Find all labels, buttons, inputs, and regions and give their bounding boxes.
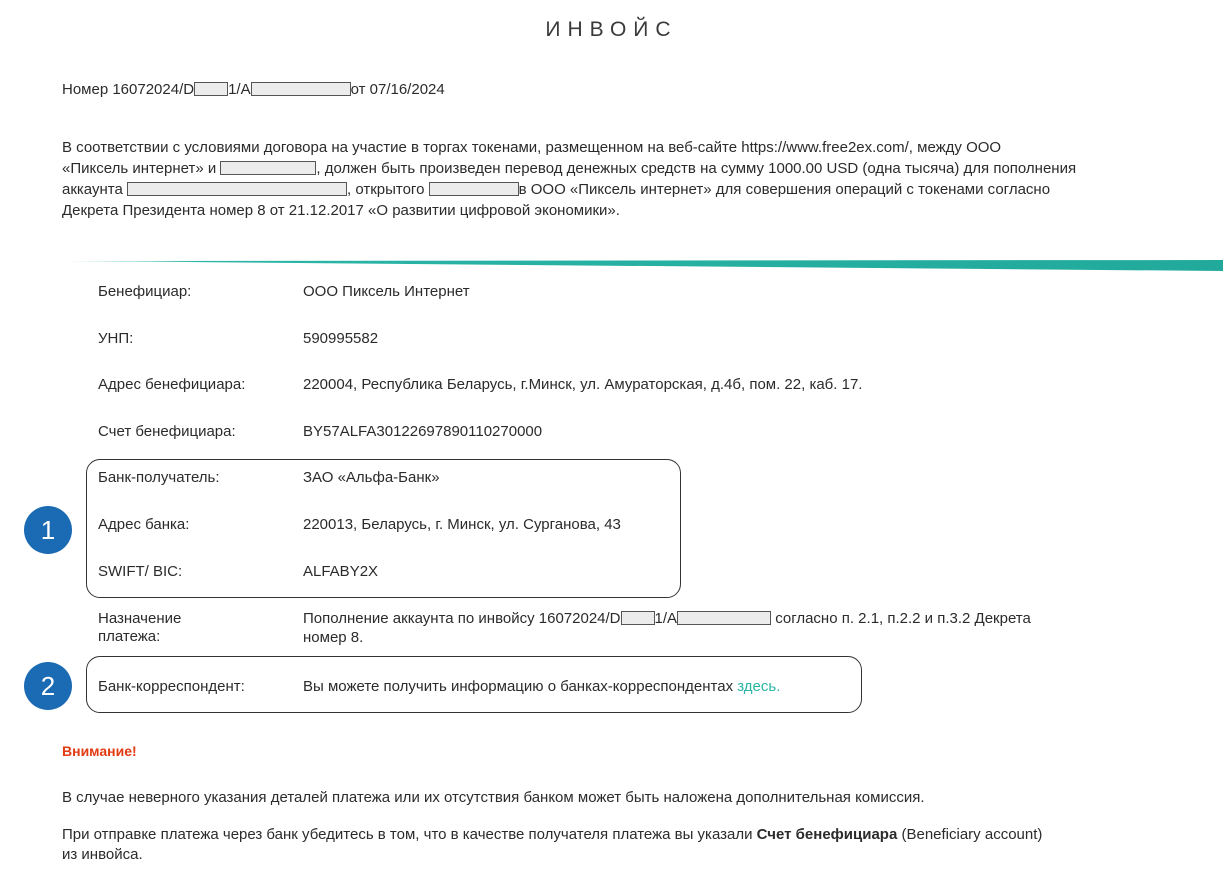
- invoice-number-mid: 1/A: [228, 81, 251, 98]
- warning-paragraph-2: [62, 826, 1042, 843]
- correspondent-text: Вы можете получить информацию о банках-корреспондентах: [303, 678, 734, 695]
- unp-label: УНП:: [98, 330, 134, 347]
- invoice-title: ИНВОЙС: [545, 18, 678, 41]
- redacted-block: [677, 611, 771, 625]
- accent-divider: [62, 258, 1223, 272]
- intro-line-3: [62, 181, 1050, 198]
- intro-text: аккаунта: [62, 181, 123, 198]
- redacted-block: [127, 182, 347, 196]
- invoice-number-suffix: от 07/16/2024: [350, 81, 445, 98]
- payment-purpose-text: согласно п. 2.1, п.2.2 и п.3.2 Декрета: [775, 610, 1031, 627]
- beneficiary-label: Бенефициар:: [98, 283, 192, 300]
- step-badge-2: 2: [24, 662, 72, 710]
- beneficiary-account-label: Счет бенефициара:: [98, 423, 236, 440]
- payment-purpose-label-1: Назначение: [98, 610, 182, 627]
- warning-emphasis: Счет бенефициара: [756, 826, 898, 843]
- redacted-block: [251, 82, 351, 96]
- warning-paragraph-1: В случае неверного указания деталей платежа или их отсутствия банком может быть наложена дополнительная комиссия.: [62, 789, 925, 806]
- invoice-number: [62, 81, 445, 98]
- intro-text: , должен быть произведен перевод денежных средств на сумму 1000.00 USD (одна тысяча) для пополнения: [316, 160, 1077, 177]
- intro-text: , открытого: [346, 181, 425, 198]
- warning-text: При отправке платежа через банк убедитесь в том, что в качестве получателя платежа вы указали: [62, 826, 753, 843]
- beneficiary-account-value: BY57ALFA30122697890110270000: [303, 423, 543, 440]
- unp-value: 590995582: [303, 330, 379, 347]
- step-badge-1: 1: [24, 506, 72, 554]
- swift-value: ALFABY2X: [303, 563, 379, 580]
- bank-address-label: Адрес банка:: [98, 516, 190, 533]
- payment-purpose-text: Пополнение аккаунта по инвойсу 16072024/D: [303, 610, 621, 627]
- intro-line-1: В соответствии с условиями договора на участие в торгах токенами, размещенном на веб-сайте https://www.free2ex.com/, между ООО: [62, 139, 1002, 156]
- intro-text: «Пиксель интернет» и: [62, 160, 217, 177]
- beneficiary-address-label: Адрес бенефициара:: [98, 376, 246, 393]
- beneficiary-value: ООО Пиксель Интернет: [303, 283, 470, 300]
- intro-text: в ООО «Пиксель интернет» для совершения операций с токенами согласно: [518, 181, 1051, 198]
- intro-line-2: [62, 160, 1076, 177]
- correspondent-bank-value: [303, 678, 780, 695]
- warning-text: (Beneficiary account): [901, 826, 1043, 843]
- payment-purpose-line-1: [303, 610, 1031, 627]
- recipient-bank-value: ЗАО «Альфа-Банк»: [303, 469, 440, 486]
- payment-purpose-text: 1/A: [654, 610, 678, 627]
- payment-purpose-line-2: номер 8.: [303, 629, 364, 646]
- invoice-number-prefix: Номер 16072024/D: [62, 81, 195, 98]
- correspondent-link[interactable]: здесь: [737, 678, 777, 695]
- warning-title: Внимание!: [62, 743, 137, 759]
- warning-paragraph-3: из инвойса.: [62, 846, 143, 863]
- redacted-block: [429, 182, 519, 196]
- swift-label: SWIFT/ BIC:: [98, 563, 183, 580]
- recipient-bank-label: Банк-получатель:: [98, 469, 220, 486]
- redacted-block: [220, 161, 316, 175]
- beneficiary-address-value: 220004, Республика Беларусь, г.Минск, ул. Амураторская, д.4б, пом. 22, каб. 17.: [303, 376, 863, 393]
- redacted-block: [194, 82, 228, 96]
- bank-address-value: 220013, Беларусь, г. Минск, ул. Сурганова, 43: [303, 516, 621, 533]
- correspondent-link-dot: .: [776, 678, 781, 695]
- redacted-block: [621, 611, 655, 625]
- intro-line-4: Декрета Президента номер 8 от 21.12.2017 «О развитии цифровой экономики».: [62, 202, 620, 219]
- correspondent-bank-label: Банк-корреспондент:: [98, 678, 245, 695]
- payment-purpose-label-2: платежа:: [98, 628, 161, 645]
